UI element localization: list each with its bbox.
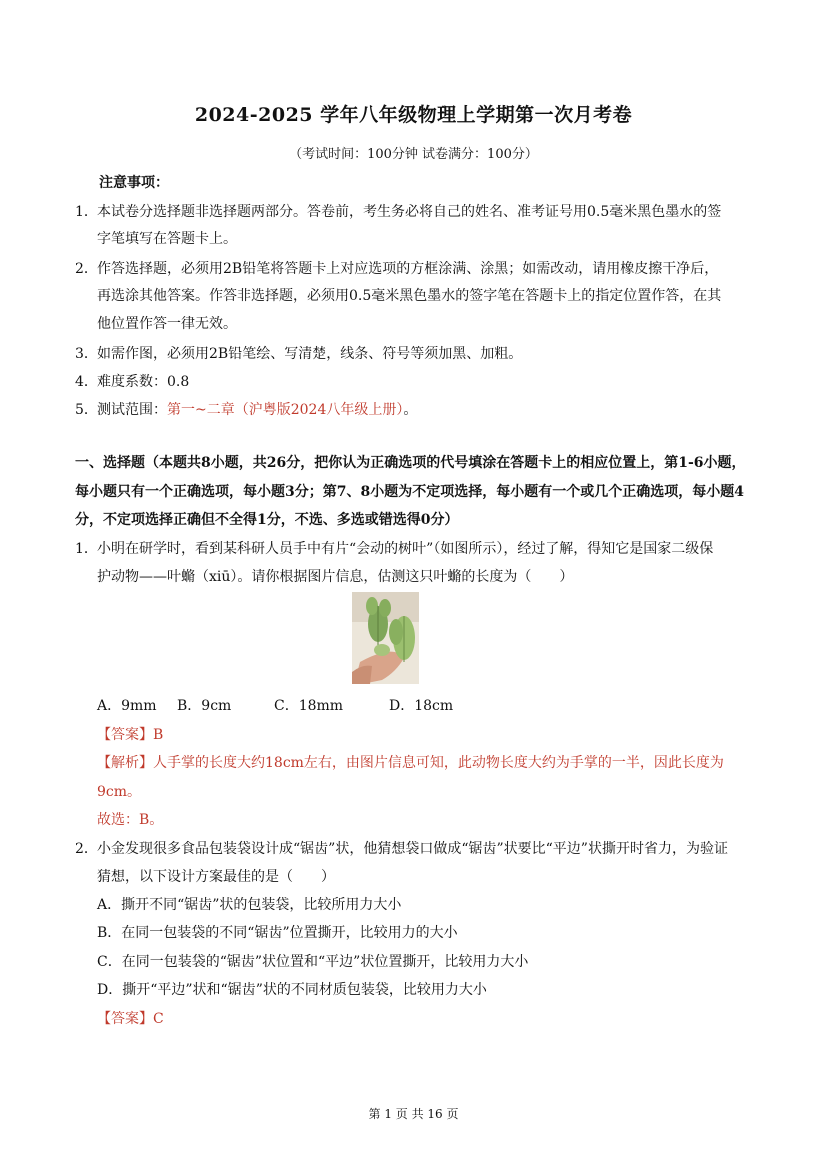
q1-option-d: D．18cm: [389, 698, 454, 714]
q2-option-b: B．在同一包装袋的不同“锯齿”位置撕开，比较用力的大小: [97, 925, 458, 941]
q1-answer-label: 【答案】: [97, 727, 153, 743]
q2-number: 2．: [75, 841, 98, 857]
q2-answer: [97, 1008, 164, 1028]
note-5-number: 5．: [75, 402, 98, 418]
q1-analysis-text-1: 人手掌的长度大约18cm左右，由图片信息可知，此动物长度大约为手掌的一半，因此长度为: [153, 755, 724, 771]
note-2-line-1: 作答选择题，必须用2B铅笔将答题卡上对应选项的方框涂满、涂黑；如需改动，请用橡皮擦干净后，: [97, 261, 719, 277]
q2-option-a: A．撕开不同“锯齿”状的包装袋，比较所用力大小: [97, 897, 402, 913]
test-range: 第一~二章（沪粤版2024八年级上册）: [167, 402, 404, 418]
note-1-line-2: 字笔填写在答题卡上。: [97, 231, 237, 247]
note-4-line-1: 难度系数：0.8: [97, 374, 190, 390]
q1-analysis-line-1: [97, 752, 724, 772]
q1-analysis-label: 【解析】: [97, 755, 153, 771]
note-3-line-1: 如需作图，必须用2B铅笔绘、写清楚，线条、符号等须加黑、加粗。: [97, 346, 523, 362]
q1-number: 1．: [75, 541, 98, 557]
note-4-number: 4．: [75, 374, 98, 390]
page-title: 2024-2025 学年八年级物理上学期第一次月考卷: [194, 104, 633, 126]
q1-answer-value: B: [153, 727, 164, 743]
q1-analysis-line-2: 9cm。: [97, 784, 142, 800]
section-1-heading-line-3: 分，不定项选择正确但不全得1分，不选、多选或错选得0分）: [75, 512, 459, 528]
q2-stem-line-2: 猜想，以下设计方案最佳的是（ ）: [97, 869, 335, 885]
q1-option-c: C．18mm: [274, 698, 344, 714]
exam-subtitle: （考试时间：100分钟 试卷满分：100分）: [289, 147, 538, 162]
note-2-line-2: 再选涂其他答案。作答非选择题，必须用0.5毫米黑色墨水的签字笔在答题卡上的指定位置作答，在其: [97, 288, 722, 304]
q2-answer-value: C: [153, 1011, 164, 1027]
q1-answer: [97, 724, 163, 744]
q2-option-c: C．在同一包装袋的“锯齿”状位置和“平边”状位置撕开，比较用力大小: [97, 954, 529, 970]
note-5-prefix: 测试范围：: [97, 402, 167, 418]
note-1-number: 1．: [75, 204, 98, 220]
leaf-insect-image: [352, 592, 419, 684]
leaf-insect-photo: [352, 592, 419, 684]
q1-conclusion: 故选：B。: [97, 812, 164, 828]
note-5-suffix: 。: [403, 402, 418, 418]
note-1-line-1: 本试卷分选择题非选择题两部分。答卷前，考生务必将自己的姓名、准考证号用0.5毫米黑色墨水的签: [97, 204, 722, 220]
note-5-line: [97, 399, 417, 419]
q1-option-b: B．9cm: [177, 698, 232, 714]
q1-stem-line-1: 小明在研学时，看到某科研人员手中有片“会动的树叶”（如图所示），经过了解，得知它是国家二级保: [97, 541, 714, 557]
q1-stem-line-2: 护动物——叶䗛（xiū）。请你根据图片信息，估测这只叶䗛的长度为（ ）: [97, 569, 574, 585]
q2-answer-label: 【答案】: [97, 1011, 153, 1027]
q2-stem-line-1: 小金发现很多食品包装袋设计成“锯齿”状，他猜想袋口做成“锯齿”状要比“平边”状撕开时省力，为验证: [97, 841, 728, 857]
page-footer: 第 1 页 共 16 页: [368, 1107, 459, 1121]
note-2-number: 2．: [75, 261, 98, 277]
section-1-heading-line-1: 一、选择题（本题共8小题，共26分，把你认为正确选项的代号填涂在答题卡上的相应位置上，第1-6小题，: [75, 455, 746, 471]
section-1-heading-line-2: 每小题只有一个正确选项，每小题3分；第7、8小题为不定项选择，每小题有一个或几个正确选项，每小题4: [75, 484, 744, 500]
note-3-number: 3．: [75, 346, 98, 362]
note-2-line-3: 他位置作答一律无效。: [97, 316, 237, 332]
notes-heading: 注意事项：: [99, 175, 169, 191]
q1-option-a: A．9mm: [97, 698, 157, 714]
q2-option-d: D．撕开“平边”状和“锯齿”状的不同材质包装袋，比较用力大小: [97, 982, 487, 998]
q1-options: [97, 695, 453, 715]
